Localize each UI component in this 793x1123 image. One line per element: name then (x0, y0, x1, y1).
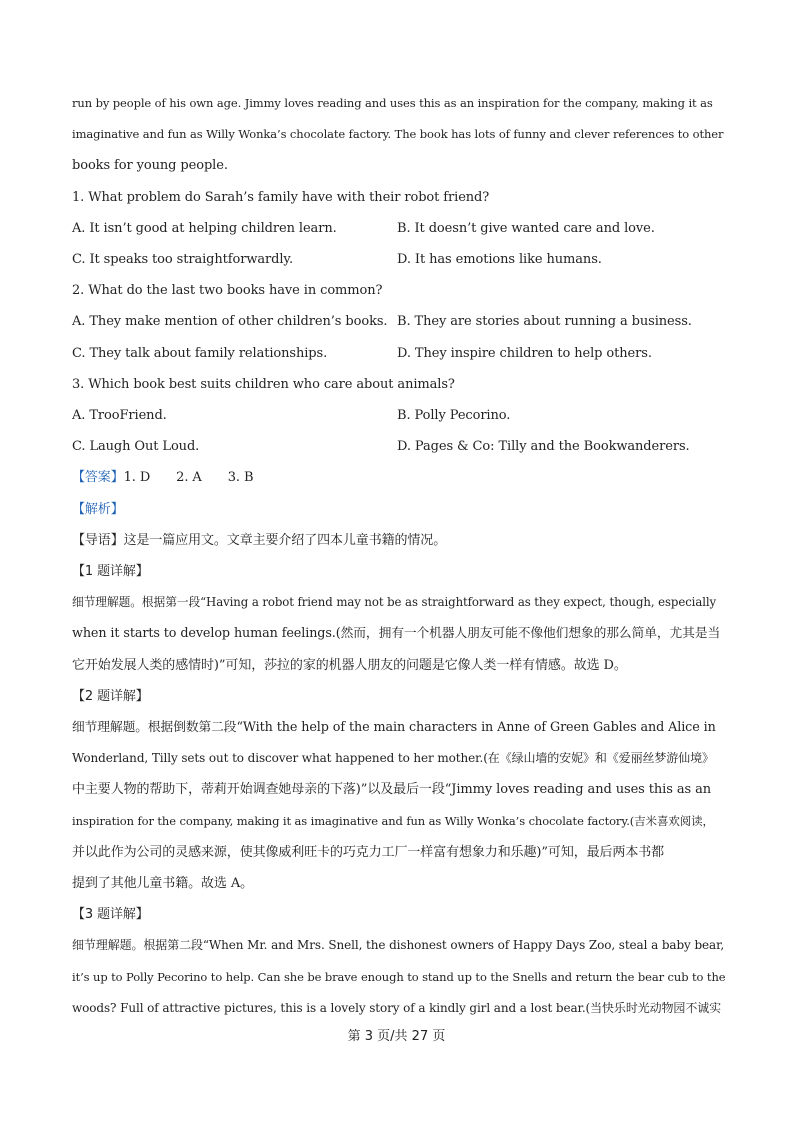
option-q3-c: C. Laugh Out Loud. (72, 439, 200, 455)
detail-3-tag: 【3 题详解】 (72, 907, 149, 923)
page-footer: 第 3 页/共 27 页 (347, 1029, 446, 1044)
question-1: 1. What problem do Sarah’s family have with their robot friend? (72, 189, 490, 205)
question-2-options-row-2 (72, 338, 724, 369)
question-1-options-row-1 (72, 213, 724, 244)
detail-3-line-3: woods? Full of attractive pictures, this is a lovely story of a kindly girl and a lost bear.(当快乐时光动物园不诚实 (72, 1000, 722, 1015)
question-2: 2. What do the last two books have in common? (72, 283, 383, 299)
detail-3-line-2: it’s up to Polly Pecorino to help. Can she be brave enough to stand up to the Snells and return the bear cub to the (72, 969, 726, 984)
detail-2-line-4: inspiration for the company, making it as imaginative and fun as Willy Wonka’s chocolate factory.(吉米喜欢阅读， (72, 813, 714, 828)
option-q2-b: B. They are stories about running a business. (397, 314, 692, 330)
detail-2-line-3: 中主要人物的帮助下，蒂莉开始调查她母亲的下落)”以及最后一段“Jimmy loves reading and uses this as an (72, 782, 712, 798)
detail-2-line-1: 细节理解题。根据倒数第二段“With the help of the main characters in Anne of Green Gables and Alice in (72, 720, 716, 736)
detail-3-line-1: 细节理解题。根据第二段“When Mr. and Mrs. Snell, the dishonest owners of Happy Days Zoo, steal a baby bear, (72, 938, 725, 953)
option-q1-c: C. It speaks too straightforwardly. (72, 252, 293, 268)
detail-2-line-5: 并以此作为公司的灵感来源，使其像威利旺卡的巧克力工厂一样富有想象力和乐趣)”可知，最后两本书都 (72, 844, 665, 860)
question-3-options-row-1 (72, 400, 724, 431)
detail-1-line-3: 它开始发展人类的感情时)”可知，莎拉的家的机器人朋友的问题是它像人类一样有情感。故选 D。 (72, 657, 627, 673)
option-q3-d: D. Pages & Co: Tilly and the Bookwanderers. (397, 439, 690, 455)
guide-tag: 【导语】 (72, 532, 124, 548)
answer-3: 3. B (227, 470, 254, 486)
detail-2-line-2: Wonderland, Tilly sets out to discover what happened to her mother.(在《绿山墙的安妮》和《爱丽丝梦游仙境》 (72, 751, 714, 766)
answer-1: 1. D (123, 470, 151, 486)
intro-line-3: books for young people. (72, 158, 228, 174)
option-q3-b: B. Polly Pecorino. (397, 408, 511, 424)
option-q2-a: A. They make mention of other children’s books. (72, 314, 388, 330)
detail-2-line-6: 提到了其他儿童书籍。故选 A。 (72, 876, 254, 892)
detail-1-line-1: 细节理解题。根据第一段“Having a robot friend may not be as straightforward as they expect, though, especially (72, 595, 717, 610)
option-q1-a: A. It isn’t good at helping children learn. (72, 220, 337, 236)
detail-1-tag: 【1 题详解】 (72, 564, 149, 580)
option-q1-b: B. It doesn’t give wanted care and love. (397, 220, 655, 236)
intro-line-1: run by people of his own age. Jimmy loves reading and uses this as an inspiration for the company, making it as (72, 96, 713, 110)
detail-2-tag: 【2 题详解】 (72, 688, 149, 704)
detail-1-line-2: when it starts to develop human feelings.(然而，拥有一个机器人朋友可能不像他们想象的那么简单，尤其是当 (72, 626, 721, 642)
answer-tag: 【答案】 (72, 470, 124, 486)
guide-text: 这是一篇应用文。文章主要介绍了四本儿童书籍的情况。 (123, 532, 447, 548)
analysis-tag: 【解析】 (72, 501, 124, 517)
question-2-options-row-1 (72, 306, 724, 337)
guide-line (72, 525, 724, 556)
option-q1-d: D. It has emotions like humans. (397, 252, 602, 268)
intro-line-2: imaginative and fun as Willy Wonka’s chocolate factory. The book has lots of funny and clever references to other (72, 127, 724, 142)
option-q3-a: A. TrooFriend. (72, 408, 167, 424)
question-1-options-row-2 (72, 244, 724, 275)
option-q2-c: C. They talk about family relationships. (72, 345, 328, 361)
answer-2: 2. A (176, 470, 202, 486)
option-q2-d: D. They inspire children to help others. (397, 345, 652, 361)
question-3-options-row-2 (72, 431, 724, 462)
document-page (72, 88, 724, 1024)
answer-line (72, 462, 724, 493)
question-3: 3. Which book best suits children who care about animals? (72, 376, 455, 392)
